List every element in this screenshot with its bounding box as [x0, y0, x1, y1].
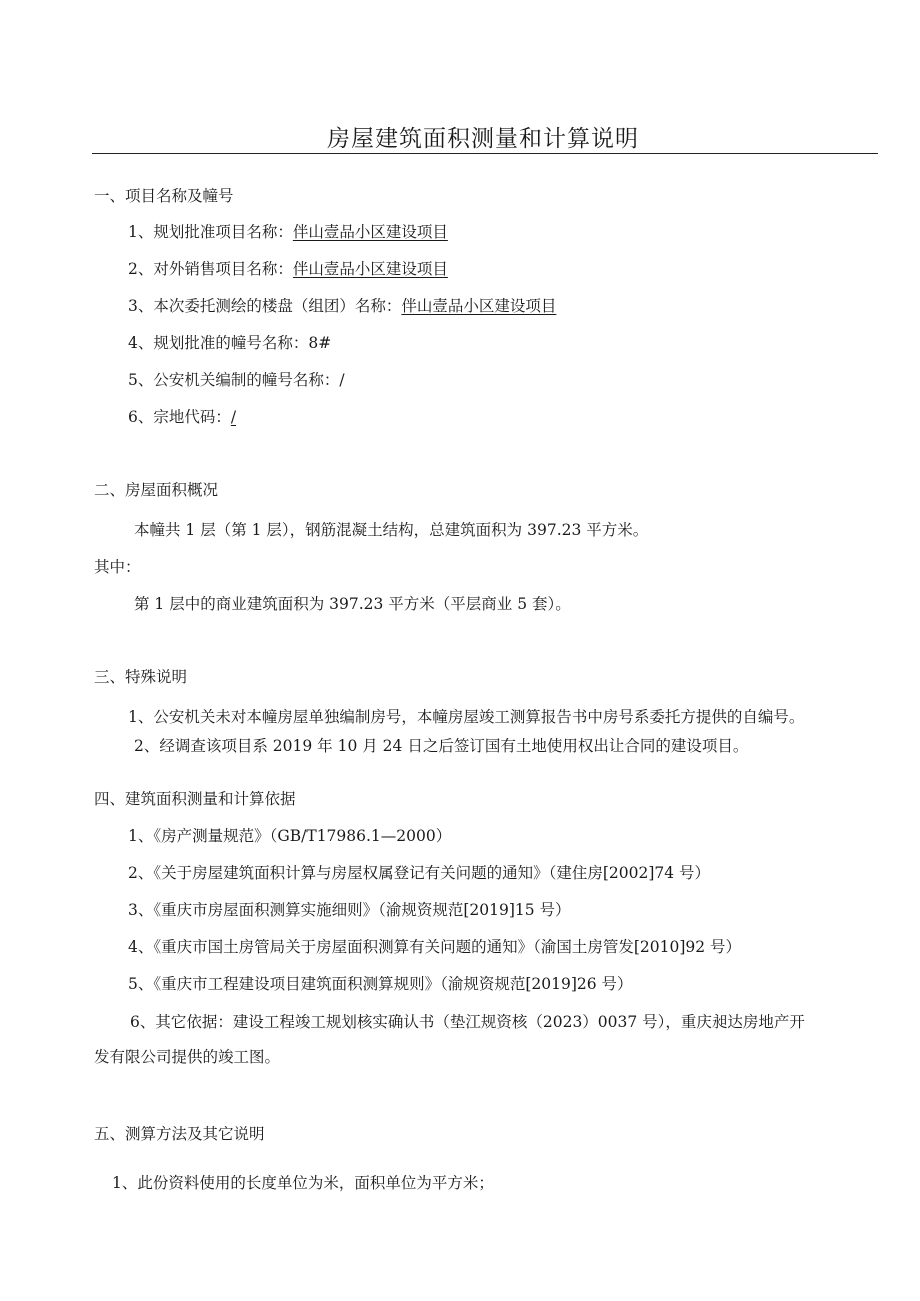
item-label: 4、规划批准的幢号名称：: [128, 334, 309, 352]
item-label: 3、本次委托测绘的楼盘（组团）名称：: [128, 297, 402, 315]
item-label: 5、公安机关编制的幢号名称：: [128, 371, 340, 389]
item-label: 2、对外销售项目名称：: [128, 260, 293, 278]
title-underline: [92, 153, 878, 154]
item-label: 6、宗地代码：: [128, 408, 231, 426]
basis-item: 2、《关于房屋建筑面积计算与房屋权属登记有关问题的通知》（建住房[2002]74 号）: [128, 864, 711, 882]
basis-item-6-line-1: 6、其它依据：建设工程竣工规划核实确认书（垫江规资核（2023）0037 号），重庆昶达房地产开: [130, 1013, 805, 1031]
item-value: 伴山壹品小区建设项目: [292, 260, 448, 278]
method-note-1: 1、此份资料使用的长度单位为米，面积单位为平方米；: [112, 1174, 494, 1192]
section-5-heading: 五、测算方法及其它说明: [94, 1125, 265, 1143]
basis-item: 1、《房产测量规范》（GB/T17986.1—2000）: [128, 827, 452, 845]
item-value: 伴山壹品小区建设项目: [401, 297, 557, 315]
section-3-heading: 三、特殊说明: [94, 668, 188, 686]
section-4-heading: 四、建筑面积测量和计算依据: [94, 790, 296, 808]
item-property-name: [128, 296, 556, 316]
item-value: /: [230, 408, 237, 426]
item-value: /: [339, 371, 345, 389]
item-building-no: [128, 333, 331, 353]
section-2-heading: 二、房屋面积概况: [94, 481, 219, 499]
basis-item: 4、《重庆市国土房管局关于房屋面积测算有关问题的通知》（渝国土房管发[2010]92 号）: [128, 938, 742, 956]
among-label: 其中：: [94, 558, 141, 576]
item-parcel-code: [128, 407, 236, 427]
item-value: 伴山壹品小区建设项目: [292, 223, 448, 241]
special-note-1: 1、公安机关未对本幢房屋单独编制房号，本幢房屋竣工测算报告书中房号系委托方提供的自编号。: [128, 708, 805, 726]
item-police-building-no: [128, 370, 345, 390]
section-1-heading: 一、项目名称及幢号: [94, 187, 234, 205]
basis-item-6-line-2: 发有限公司提供的竣工图。: [94, 1048, 281, 1066]
item-label: 1、规划批准项目名称：: [128, 223, 293, 241]
item-sales-name: [128, 259, 448, 279]
basis-item: 3、《重庆市房屋面积测算实施细则》（渝规资规范[2019]15 号）: [128, 901, 571, 919]
item-value: 8#: [308, 334, 332, 352]
page-title: 房屋建筑面积测量和计算说明: [327, 126, 639, 152]
special-note-2: 2、经调查该项目系 2019 年 10 月 24 日之后签订国有土地使用权出让合同的建设项目。: [134, 737, 749, 755]
item-project-name: [128, 222, 448, 242]
basis-item: 5、《重庆市工程建设项目建筑面积测算规则》（渝规资规范[2019]26 号）: [128, 975, 633, 993]
area-detail: 第 1 层中的商业建筑面积为 397.23 平方米（平层商业 5 套）。: [134, 595, 571, 613]
area-summary: 本幢共 1 层（第 1 层），钢筋混凝土结构，总建筑面积为 397.23 平方米。: [134, 521, 649, 539]
